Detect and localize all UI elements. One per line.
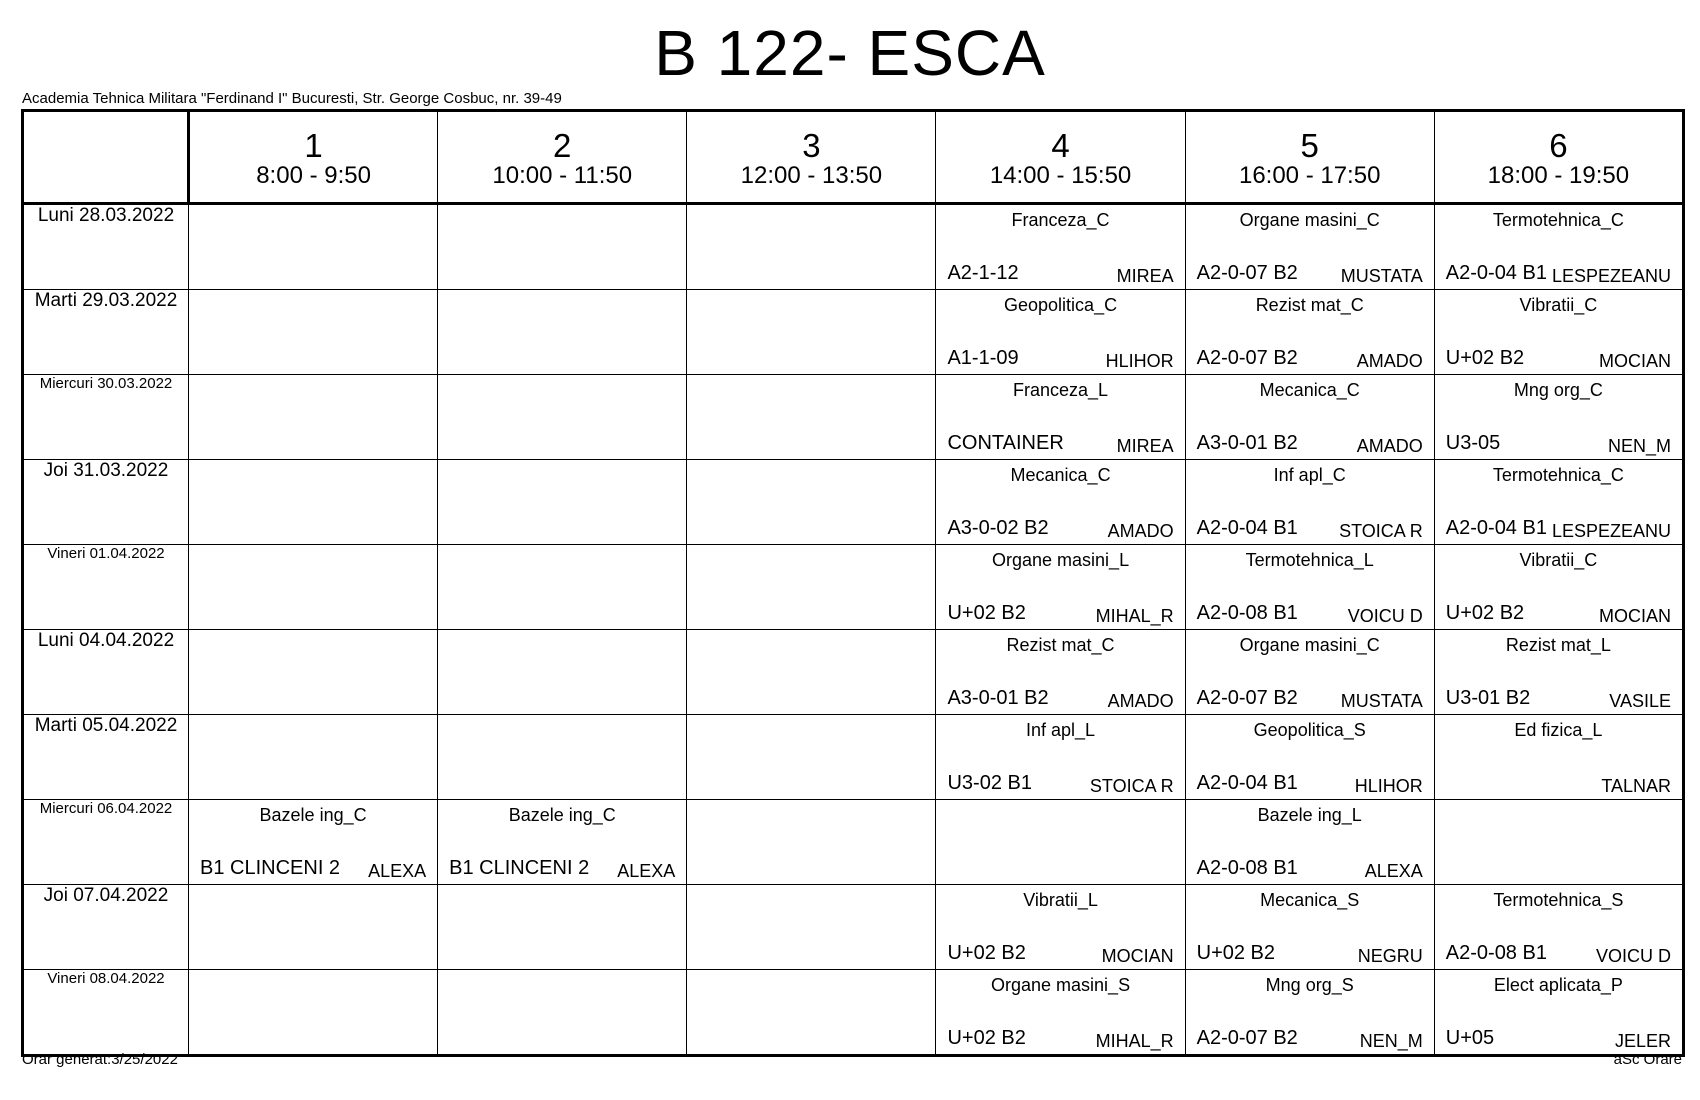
- lesson-room: U+02 B2: [947, 1027, 1026, 1049]
- lesson-room: A2-0-04 B1: [1445, 517, 1547, 539]
- lesson-subject: Bazele ing_C: [259, 805, 367, 825]
- day-row: [23, 715, 1684, 800]
- empty-cell: [438, 545, 687, 630]
- lesson-room: A1-1-09: [947, 347, 1019, 369]
- lesson-cell-content: [1186, 970, 1434, 1054]
- lesson-cell-content: [1186, 800, 1434, 884]
- day-row: [23, 375, 1684, 460]
- lesson-teacher: AMADO: [1356, 436, 1423, 456]
- empty-cell: [687, 800, 936, 885]
- lesson-subject: Ed fizica_L: [1514, 720, 1603, 740]
- lesson-cell-content: [936, 290, 1184, 374]
- lesson-room: A2-0-07 B2: [1196, 1027, 1298, 1049]
- empty-cell: [936, 800, 1185, 885]
- lesson-cell-content: [189, 885, 437, 969]
- lesson-subject: Mecanica_C: [1010, 465, 1111, 485]
- day-cell: [23, 460, 189, 545]
- period-number: 2: [553, 127, 572, 164]
- day-label: Miercuri 30.03.2022: [39, 375, 173, 392]
- lesson-cell: [1434, 715, 1683, 800]
- day-row: [23, 800, 1684, 885]
- lesson-cell-content: [687, 715, 935, 799]
- day-cell: [23, 715, 189, 800]
- period-header: [1434, 111, 1683, 204]
- lesson-cell-content: [189, 545, 437, 629]
- empty-cell: [189, 885, 438, 970]
- lesson-cell-content: [438, 970, 686, 1054]
- lesson-teacher: MOCIAN: [1599, 606, 1671, 626]
- lesson-teacher: NEGRU: [1357, 946, 1423, 966]
- lesson-cell-content: [189, 460, 437, 544]
- lesson-cell: [936, 290, 1185, 375]
- lesson-cell: [1185, 375, 1434, 460]
- period-header: [936, 111, 1185, 204]
- lesson-cell: [936, 970, 1185, 1056]
- lesson-cell-content: [936, 800, 1184, 884]
- lesson-teacher: MIREA: [1116, 266, 1174, 286]
- lesson-subject: Mecanica_C: [1259, 380, 1360, 400]
- lesson-cell: [189, 800, 438, 885]
- day-row: [23, 290, 1684, 375]
- lesson-cell: [1434, 885, 1683, 970]
- lesson-room: U+02 B2: [947, 602, 1026, 624]
- lesson-cell-content: [687, 885, 935, 969]
- period-header: [438, 111, 687, 204]
- period-number: 6: [1549, 127, 1568, 164]
- lesson-cell: [936, 630, 1185, 715]
- lesson-teacher: ALEXA: [617, 861, 676, 881]
- empty-cell: [189, 715, 438, 800]
- lesson-cell-content: [438, 545, 686, 629]
- lesson-room: A3-0-01 B2: [947, 687, 1049, 709]
- empty-cell: [438, 715, 687, 800]
- lesson-cell: [1434, 970, 1683, 1056]
- lesson-room: A2-1-12: [947, 262, 1019, 284]
- period-time: 14:00 - 15:50: [989, 162, 1132, 189]
- period-time: 10:00 - 11:50: [492, 162, 633, 189]
- day-label: Vineri 01.04.2022: [47, 545, 165, 562]
- day-row: [23, 630, 1684, 715]
- lesson-subject: Organe masini_L: [992, 550, 1130, 570]
- day-cell: [23, 970, 189, 1056]
- day-label: Marti 29.03.2022: [34, 290, 178, 311]
- empty-cell: [687, 885, 936, 970]
- day-label: Joi 31.03.2022: [43, 460, 169, 481]
- lesson-teacher: TALNAR: [1601, 776, 1671, 796]
- empty-cell: [687, 460, 936, 545]
- period-number: 3: [802, 127, 821, 164]
- lesson-cell: [1434, 204, 1683, 290]
- lesson-cell-content: [1435, 715, 1682, 799]
- lesson-cell-content: [189, 715, 437, 799]
- lesson-cell: [936, 715, 1185, 800]
- lesson-cell: [936, 545, 1185, 630]
- lesson-subject: Geopolitica_C: [1004, 295, 1118, 315]
- day-cell: [23, 290, 189, 375]
- lesson-teacher: HLIHOR: [1105, 351, 1174, 371]
- day-row: [23, 970, 1684, 1056]
- empty-cell: [189, 460, 438, 545]
- lesson-teacher: AMADO: [1356, 351, 1423, 371]
- empty-cell: [438, 460, 687, 545]
- lesson-cell-content: [189, 630, 437, 714]
- lesson-cell-content: [936, 375, 1184, 459]
- lesson-teacher: LESPEZEANU: [1551, 521, 1671, 541]
- corner-cell: [23, 111, 189, 204]
- lesson-cell: [1185, 885, 1434, 970]
- lesson-subject: Termotehnica_S: [1493, 890, 1624, 910]
- lesson-subject: Geopolitica_S: [1253, 720, 1366, 740]
- lesson-cell-content: [1186, 545, 1434, 629]
- lesson-room: A2-0-08 B1: [1196, 602, 1298, 624]
- period-time: 16:00 - 17:50: [1238, 162, 1381, 189]
- period-time: 18:00 - 19:50: [1487, 162, 1630, 189]
- period-time: 8:00 - 9:50: [256, 162, 371, 189]
- lesson-cell: [1434, 460, 1683, 545]
- lesson-cell-content: [687, 460, 935, 544]
- lesson-teacher: MUSTATA: [1340, 266, 1423, 286]
- empty-cell: [687, 204, 936, 290]
- period-number: 1: [304, 127, 323, 164]
- lesson-subject: Termotehnica_C: [1492, 210, 1624, 230]
- lesson-room: U3-01 B2: [1445, 687, 1531, 709]
- lesson-teacher: STOICA R: [1339, 521, 1423, 541]
- lesson-cell: [1185, 204, 1434, 290]
- empty-cell: [189, 970, 438, 1056]
- empty-cell: [189, 630, 438, 715]
- lesson-cell: [1185, 290, 1434, 375]
- lesson-subject: Termotehnica_L: [1245, 550, 1374, 570]
- empty-cell: [189, 290, 438, 375]
- lesson-room: U+02 B2: [947, 942, 1026, 964]
- lesson-teacher: MUSTATA: [1340, 691, 1423, 711]
- lesson-cell-content: [1186, 375, 1434, 459]
- lesson-cell-content: [438, 205, 686, 289]
- period-header: [1185, 111, 1434, 204]
- empty-cell: [687, 290, 936, 375]
- day-cell: [23, 204, 189, 290]
- timetable-title: B 122- ESCA: [654, 17, 1046, 89]
- day-cell: [23, 885, 189, 970]
- lesson-cell-content: [1435, 545, 1682, 629]
- period-header: [687, 111, 936, 204]
- lesson-room: A3-0-02 B2: [947, 517, 1049, 539]
- lesson-cell-content: [1435, 630, 1682, 714]
- lesson-cell-content: [936, 885, 1184, 969]
- lesson-cell-content: [438, 885, 686, 969]
- empty-cell: [687, 375, 936, 460]
- lesson-subject: Vibratii_C: [1519, 550, 1598, 570]
- lesson-teacher: MIREA: [1116, 436, 1174, 456]
- day-cell: [23, 800, 189, 885]
- empty-cell: [438, 290, 687, 375]
- lesson-teacher: NEN_M: [1359, 1031, 1423, 1051]
- lesson-subject: Bazele ing_L: [1257, 805, 1362, 825]
- lesson-room: B1 CLINCENI 2: [200, 857, 341, 879]
- day-label: Vineri 08.04.2022: [47, 970, 165, 987]
- lesson-teacher: JELER: [1614, 1031, 1671, 1051]
- lesson-cell: [936, 204, 1185, 290]
- lesson-cell: [936, 460, 1185, 545]
- lesson-teacher: STOICA R: [1089, 776, 1174, 796]
- empty-cell: [438, 885, 687, 970]
- lesson-subject: Rezist mat_L: [1505, 635, 1611, 655]
- lesson-room: U+02 B2: [1196, 942, 1276, 964]
- lesson-subject: Mng org_C: [1513, 380, 1603, 400]
- lesson-cell-content: [438, 375, 686, 459]
- generated-date: Orar generat:3/25/2022: [22, 1051, 178, 1068]
- lesson-teacher: AMADO: [1107, 521, 1174, 541]
- lesson-room: U+05: [1445, 1027, 1495, 1049]
- lesson-room: A3-0-01 B2: [1196, 432, 1298, 454]
- lesson-cell-content: [1186, 885, 1434, 969]
- lesson-subject: Bazele ing_C: [508, 805, 616, 825]
- lesson-subject: Vibratii_L: [1023, 890, 1098, 910]
- day-row: [23, 460, 1684, 545]
- lesson-cell-content: [1435, 885, 1682, 969]
- lesson-cell-content: [936, 205, 1184, 289]
- lesson-teacher: LESPEZEANU: [1551, 266, 1671, 286]
- lesson-cell-content: [687, 205, 935, 289]
- lesson-cell-content: [438, 290, 686, 374]
- lesson-cell: [1185, 970, 1434, 1056]
- lesson-cell-content: [687, 375, 935, 459]
- lesson-subject: Organe masini_S: [991, 975, 1131, 995]
- day-cell: [23, 545, 189, 630]
- lesson-cell-content: [1186, 205, 1434, 289]
- day-cell: [23, 630, 189, 715]
- lesson-cell-content: [687, 290, 935, 374]
- institution-address: Academia Tehnica Militara "Ferdinand I" Bucuresti, Str. George Cosbuc, nr. 39-49: [22, 90, 562, 107]
- lesson-cell: [1434, 545, 1683, 630]
- lesson-teacher: VASILE: [1609, 691, 1671, 711]
- lesson-cell: [1185, 460, 1434, 545]
- period-time: 12:00 - 13:50: [740, 162, 883, 189]
- empty-cell: [687, 545, 936, 630]
- empty-cell: [189, 375, 438, 460]
- lesson-subject: Inf apl_L: [1026, 720, 1096, 740]
- lesson-cell-content: [1186, 715, 1434, 799]
- period-header: [189, 111, 438, 204]
- lesson-cell-content: [189, 290, 437, 374]
- lesson-cell-content: [438, 630, 686, 714]
- lesson-room: U+02 B2: [1445, 347, 1525, 369]
- lesson-cell-content: [1435, 970, 1682, 1054]
- lesson-cell: [1185, 630, 1434, 715]
- lesson-subject: Franceza_C: [1011, 210, 1110, 230]
- day-label: Luni 04.04.2022: [37, 630, 175, 651]
- day-label: Marti 05.04.2022: [34, 715, 178, 736]
- lesson-subject: Organe masini_C: [1239, 635, 1380, 655]
- period-header-row: [23, 111, 1684, 204]
- lesson-cell-content: [687, 630, 935, 714]
- lesson-room: U3-05: [1445, 432, 1501, 454]
- day-row: [23, 204, 1684, 290]
- lesson-cell-content: [687, 545, 935, 629]
- empty-cell: [438, 204, 687, 290]
- lesson-subject: Mng org_S: [1265, 975, 1354, 995]
- lesson-cell-content: [438, 460, 686, 544]
- lesson-cell: [1185, 800, 1434, 885]
- day-label: Miercuri 06.04.2022: [39, 800, 173, 817]
- lesson-cell-content: [438, 715, 686, 799]
- lesson-cell-content: [687, 970, 935, 1054]
- lesson-cell-content: [1435, 205, 1682, 289]
- lesson-cell-content: [1435, 800, 1682, 884]
- lesson-subject: Elect aplicata_P: [1493, 975, 1623, 995]
- lesson-cell-content: [189, 800, 437, 884]
- lesson-cell-content: [936, 630, 1184, 714]
- lesson-teacher: HLIHOR: [1354, 776, 1423, 796]
- lesson-cell: [936, 375, 1185, 460]
- lesson-cell: [1185, 545, 1434, 630]
- empty-cell: [438, 970, 687, 1056]
- lesson-room: A2-0-07 B2: [1196, 687, 1298, 709]
- lesson-subject: Mecanica_S: [1260, 890, 1360, 910]
- period-number: 4: [1051, 127, 1070, 164]
- lesson-cell-content: [1435, 290, 1682, 374]
- lesson-cell-content: [1186, 290, 1434, 374]
- lesson-teacher: ALEXA: [368, 861, 427, 881]
- lesson-cell-content: [189, 375, 437, 459]
- day-label: Joi 07.04.2022: [43, 885, 169, 906]
- lesson-cell: [438, 800, 687, 885]
- lesson-teacher: ALEXA: [1364, 861, 1423, 881]
- lesson-room: A2-0-04 B1: [1196, 517, 1298, 539]
- empty-cell: [438, 375, 687, 460]
- software-credit: aSc Orare: [1613, 1051, 1682, 1068]
- lesson-cell-content: [936, 715, 1184, 799]
- lesson-cell: [1434, 630, 1683, 715]
- empty-cell: [189, 545, 438, 630]
- timetable-grid: [21, 109, 1685, 1057]
- empty-cell: [687, 715, 936, 800]
- empty-cell: [687, 630, 936, 715]
- day-cell: [23, 375, 189, 460]
- lesson-room: A2-0-07 B2: [1196, 262, 1298, 284]
- lesson-cell-content: [936, 970, 1184, 1054]
- day-label: Luni 28.03.2022: [37, 205, 175, 226]
- lesson-subject: Termotehnica_C: [1492, 465, 1624, 485]
- lesson-room: CONTAINER: [947, 432, 1064, 454]
- lesson-cell-content: [687, 800, 935, 884]
- lesson-cell-content: [1435, 460, 1682, 544]
- lesson-room: A2-0-08 B1: [1196, 857, 1298, 879]
- lesson-cell-content: [1186, 460, 1434, 544]
- lesson-room: A2-0-04 B1: [1445, 262, 1547, 284]
- lesson-cell-content: [936, 460, 1184, 544]
- lesson-cell-content: [1186, 630, 1434, 714]
- lesson-cell-content: [189, 970, 437, 1054]
- empty-cell: [687, 970, 936, 1056]
- day-row: [23, 885, 1684, 970]
- lesson-room: U3-02 B1: [947, 772, 1032, 794]
- lesson-teacher: NEN_M: [1607, 436, 1671, 456]
- lesson-cell-content: [936, 545, 1184, 629]
- lesson-subject: Rezist mat_C: [1006, 635, 1115, 655]
- lesson-teacher: MOCIAN: [1599, 351, 1671, 371]
- period-number: 5: [1300, 127, 1319, 164]
- empty-cell: [189, 204, 438, 290]
- empty-cell: [438, 630, 687, 715]
- lesson-cell: [1434, 375, 1683, 460]
- day-row: [23, 545, 1684, 630]
- lesson-room: B1 CLINCENI 2: [449, 857, 590, 879]
- lesson-room: A2-0-08 B1: [1445, 942, 1547, 964]
- lesson-subject: Rezist mat_C: [1255, 295, 1364, 315]
- lesson-subject: Organe masini_C: [1239, 210, 1380, 230]
- lesson-cell: [1185, 715, 1434, 800]
- lesson-teacher: MOCIAN: [1101, 946, 1174, 966]
- lesson-cell: [936, 885, 1185, 970]
- lesson-teacher: MIHAL_R: [1095, 1031, 1174, 1051]
- lesson-teacher: AMADO: [1107, 691, 1174, 711]
- lesson-cell-content: [1435, 375, 1682, 459]
- lesson-teacher: VOICU D: [1595, 946, 1671, 966]
- lesson-cell-content: [189, 205, 437, 289]
- lesson-subject: Vibratii_C: [1519, 295, 1598, 315]
- lesson-room: A2-0-04 B1: [1196, 772, 1298, 794]
- lesson-room: A2-0-07 B2: [1196, 347, 1298, 369]
- lesson-cell-content: [438, 800, 686, 884]
- lesson-subject: Inf apl_C: [1273, 465, 1346, 485]
- lesson-room: U+02 B2: [1445, 602, 1525, 624]
- lesson-teacher: VOICU D: [1347, 606, 1423, 626]
- empty-cell: [1434, 800, 1683, 885]
- lesson-cell: [1434, 290, 1683, 375]
- lesson-teacher: MIHAL_R: [1095, 606, 1174, 626]
- lesson-subject: Franceza_L: [1013, 380, 1109, 400]
